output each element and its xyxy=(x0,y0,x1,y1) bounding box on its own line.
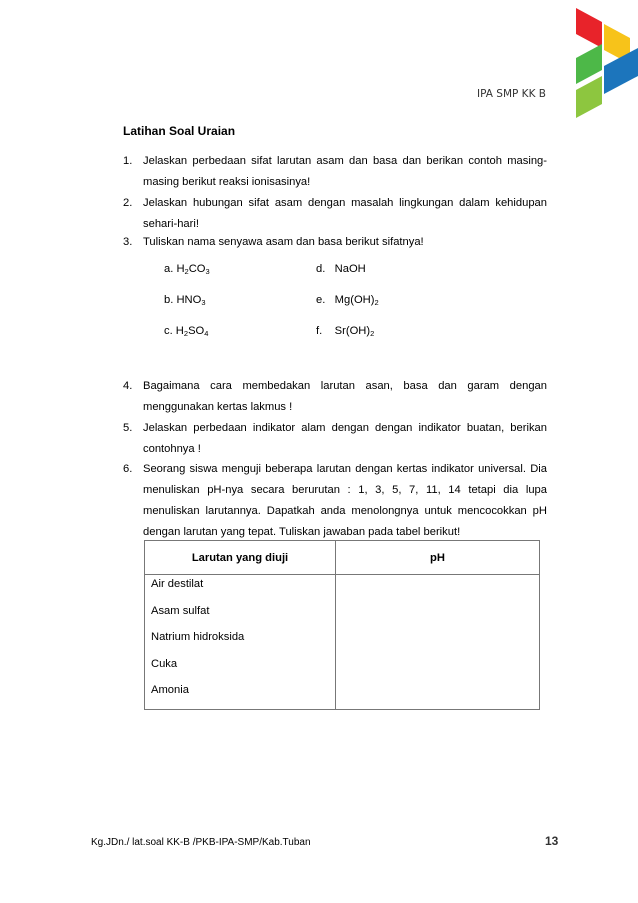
question-number: 2. xyxy=(123,197,133,209)
logo-green-shape xyxy=(576,44,602,84)
question-text: Jelaskan perbedaan sifat larutan asam dan basa dan berikan contoh masing-masing berikut reaksi ionisasinya! xyxy=(143,155,547,188)
list-item: Amonia xyxy=(151,684,189,696)
question-1 xyxy=(123,151,547,193)
list-item: Natrium hidroksida xyxy=(151,631,245,643)
logo-lightgreen-shape xyxy=(576,76,602,118)
question-text: Jelaskan perbedaan indikator alam dengan dengan indikator buatan, berikan contohnya ! xyxy=(143,422,547,455)
solution-cell xyxy=(145,575,336,710)
option-c: c. $H_2SO_4$ xyxy=(164,325,209,338)
question-2 xyxy=(123,193,547,235)
question-number: 6. xyxy=(123,463,133,475)
brand-logo xyxy=(572,0,638,120)
list-item: Air destilat xyxy=(151,578,204,590)
option-d: d. NaOH xyxy=(316,263,366,275)
question-number: 1. xyxy=(123,155,133,167)
answer-table xyxy=(144,540,540,710)
column-header: Larutan yang diuji xyxy=(145,541,336,575)
ph-answer-cell xyxy=(336,575,540,710)
question-6 xyxy=(123,459,547,543)
list-item: Cuka xyxy=(151,657,178,670)
question-text: Jelaskan hubungan sifat asam dengan masalah lingkungan dalam kehidupan sehari-hari! xyxy=(143,197,547,230)
question-number: 5. xyxy=(123,422,133,434)
footer-source: Kg.JDn./ lat.soal KK-B /PKB-IPA-SMP/Kab.Tuban xyxy=(91,837,311,848)
question-text: Bagaimana cara membedakan larutan asan, basa dan garam dengan menggunakan kertas lakmus ! xyxy=(143,380,547,413)
table-row xyxy=(145,575,540,710)
question-text: Tuliskan nama senyawa asam dan basa berikut sifatnya! xyxy=(143,236,424,248)
option-b: b. $HNO_3$ xyxy=(164,294,206,307)
page-header: IPA SMP KK B xyxy=(477,88,546,100)
logo-red-shape xyxy=(576,8,602,48)
option-f: f. $Sr(OH)_2$ xyxy=(316,325,375,338)
option-a: a. $H_2CO_3$ xyxy=(164,263,210,276)
table-header-row xyxy=(145,541,540,575)
column-header: pH xyxy=(336,541,540,575)
section-title: Latihan Soal Uraian xyxy=(123,124,236,138)
question-5 xyxy=(123,418,547,460)
option-e: e. $Mg(OH)_2$ xyxy=(316,294,379,307)
list-item: Asam sulfat xyxy=(151,604,210,617)
question-4 xyxy=(123,376,547,418)
question-text: Seorang siswa menguji beberapa larutan dengan kertas indikator universal. Dia menuliskan pH-nya secara berurutan : 1, 3, 5, 7, 11, 14 tetapi dia lupa menuliskan larutannya. Dapatkah anda menolongnya untuk mencocokkan pH dengan larutan yang tepat. Tuliskan jawaban pada tabel berikut! xyxy=(143,463,547,538)
page-number: 13 xyxy=(545,834,559,848)
question-number: 4. xyxy=(123,380,133,392)
question-3 xyxy=(123,232,547,253)
question-number: 3. xyxy=(123,236,133,248)
